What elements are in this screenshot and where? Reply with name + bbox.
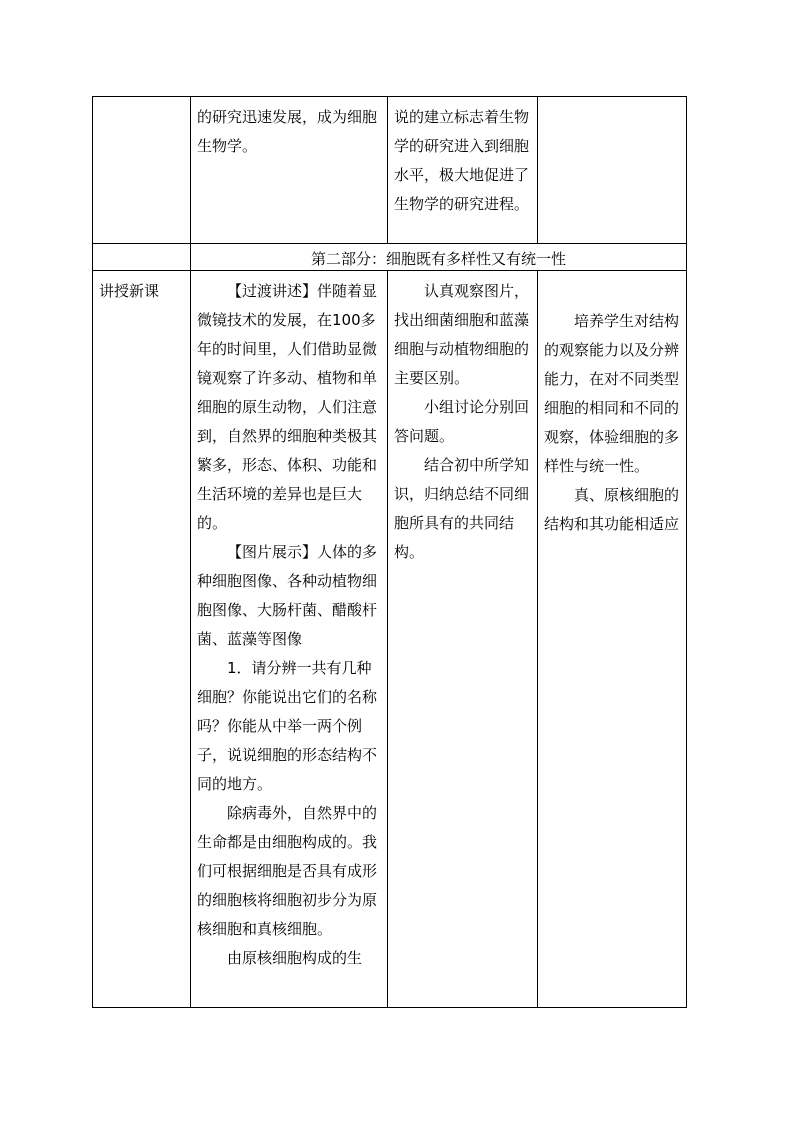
- cell-student-activity: [388, 271, 538, 1008]
- table-row-section-heading: [93, 244, 687, 271]
- cell-stage-empty: [93, 97, 191, 244]
- cell-student-activity: [388, 97, 538, 244]
- teacher-paragraph: 【过渡讲述】伴随着显微镜技术的发展，在100多年的时间里，人们借助显微镜观察了许多动、植物和单细胞的原生动物，人们注意到，自然界的细胞种类极其繁多，形态、体积、功能和生活环境的差异也是巨大的。: [197, 282, 378, 532]
- cell-teacher-activity: [191, 97, 388, 244]
- teacher-paragraph: 由原核细胞构成的生: [227, 949, 363, 967]
- section-heading: 第二部分：细胞既有多样性又有统一性: [191, 244, 687, 271]
- lesson-plan-table: [92, 96, 687, 1008]
- teacher-paragraph: 除病毒外，自然界中的生命都是由细胞构成的。我们可根据细胞是否具有成形的细胞核将细胞初步分为原核细胞和真核细胞。: [197, 804, 378, 938]
- table-row-main: [93, 271, 687, 1008]
- teacher-text: 的研究迅速发展，成为细胞生物学。: [197, 108, 378, 155]
- teacher-paragraph: 【图片展示】人体的多种细胞图像、各种动植物细胞图像、大肠杆菌、醋酸杆菌、蓝藻等图像: [197, 543, 378, 648]
- cell-teacher-activity: [191, 271, 388, 1008]
- cell-design-purpose: [538, 271, 687, 1008]
- cell-stage: [93, 271, 191, 1008]
- student-text: 说的建立标志着生物学的研究进入到细胞水平，极大地促进了生物学的研究进程。: [394, 108, 530, 213]
- purpose-paragraph: 真、原核细胞的结构和其功能相适应: [544, 486, 680, 533]
- teacher-paragraph: 1．请分辨一共有几种细胞？你能说出它们的名称吗？你能从中举一两个例子，说说细胞的形态结构不同的地方。: [197, 659, 378, 793]
- stage-label: 讲授新课: [99, 282, 160, 300]
- cell-heading-blank: [93, 244, 191, 271]
- table-row-continuation: [93, 97, 687, 244]
- cell-purpose-empty: [538, 97, 687, 244]
- student-paragraph: 小组讨论分别回答问题。: [394, 398, 530, 445]
- student-paragraph: 认真观察图片，找出细菌细胞和蓝藻细胞与动植物细胞的主要区别。: [394, 282, 530, 387]
- student-paragraph: 结合初中所学知识，归纳总结不同细胞所具有的共同结构。: [394, 456, 530, 561]
- purpose-paragraph: 培养学生对结构的观察能力以及分辨能力，在对不同类型细胞的相同和不同的观察，体验细胞的多样性与统一性。: [544, 312, 680, 475]
